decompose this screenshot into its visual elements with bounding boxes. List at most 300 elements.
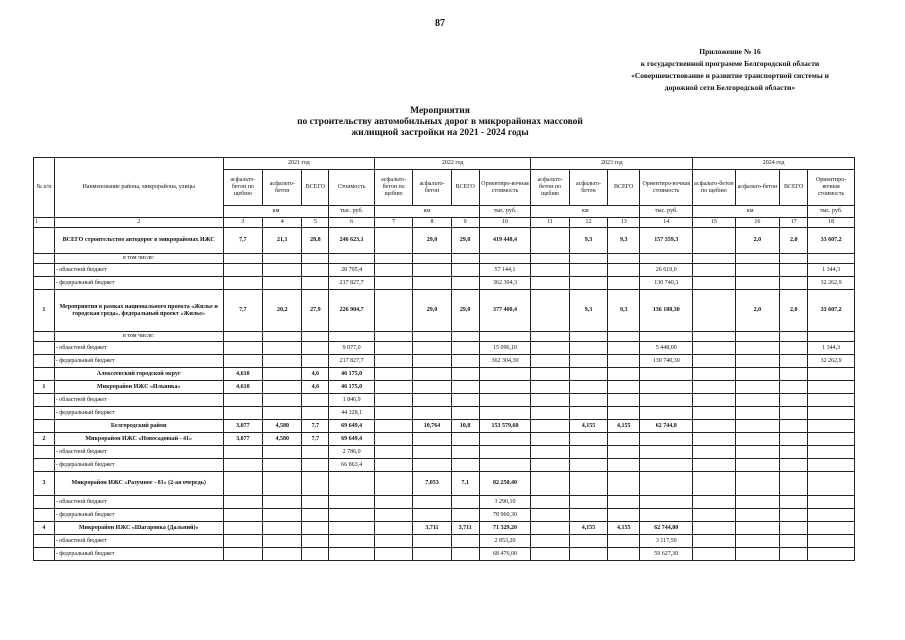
row-name: в том числе: (54, 254, 223, 264)
row-value (413, 407, 451, 420)
row-value (329, 496, 375, 509)
row-value: 377 400,4 (479, 290, 531, 332)
column-number: 1 (34, 218, 55, 228)
row-value (608, 459, 640, 472)
column-number: 14 (640, 218, 693, 228)
column-number: 6 (329, 218, 375, 228)
row-value (808, 368, 855, 381)
row-value (302, 394, 329, 407)
row-value (413, 433, 451, 446)
row-value (780, 368, 808, 381)
row-value (693, 277, 735, 290)
row-value (374, 407, 412, 420)
row-value (780, 459, 808, 472)
row-value: 4,6 (302, 368, 329, 381)
row-value (735, 446, 780, 459)
row-value (374, 264, 412, 277)
row-value: 2,0 (735, 290, 780, 332)
row-value (479, 368, 531, 381)
row-value: 10,8 (451, 420, 479, 433)
row-value: 3 290,10 (479, 496, 531, 509)
row-number (34, 394, 55, 407)
row-value (693, 433, 735, 446)
row-value (374, 548, 412, 561)
row-value (329, 509, 375, 522)
row-value: 9,3 (569, 290, 607, 332)
row-value: 33 607,2 (808, 228, 855, 254)
row-value (531, 548, 569, 561)
table-row (34, 446, 855, 459)
row-value (302, 254, 329, 264)
row-value (413, 509, 451, 522)
row-value: 29,0 (413, 290, 451, 332)
row-number: 4 (34, 522, 55, 535)
row-value (374, 472, 412, 496)
row-value (608, 381, 640, 394)
row-value: 3 117,50 (640, 535, 693, 548)
row-value (531, 381, 569, 394)
appendix-line: к государственной программе Белгородской области (640, 59, 820, 68)
row-value: 2 853,20 (479, 535, 531, 548)
header-unit-rub: тыс. руб. (640, 206, 693, 218)
row-value (451, 342, 479, 355)
header-subcolumn: ВСЕГО (451, 170, 479, 206)
row-value (569, 264, 607, 277)
row-value: 29,0 (413, 228, 451, 254)
row-value (479, 394, 531, 407)
row-value (608, 277, 640, 290)
row-value (413, 355, 451, 368)
row-value (374, 394, 412, 407)
row-name: Мероприятия в рамках национального проекта «Жилье и городская среда», федеральный проект «Жилье» (54, 290, 223, 332)
row-value (569, 496, 607, 509)
row-value (693, 355, 735, 368)
row-value: 4,155 (569, 522, 607, 535)
row-value (693, 472, 735, 496)
row-value (451, 459, 479, 472)
row-value (374, 420, 412, 433)
row-value (302, 407, 329, 420)
row-value (479, 332, 531, 342)
row-value (608, 355, 640, 368)
row-value (808, 535, 855, 548)
row-value (780, 355, 808, 368)
row-value (735, 355, 780, 368)
row-number: 3 (34, 472, 55, 496)
row-value (735, 394, 780, 407)
column-number: 12 (569, 218, 607, 228)
row-value (569, 368, 607, 381)
table-row (34, 228, 855, 254)
row-value (531, 446, 569, 459)
row-value (569, 535, 607, 548)
title-line: по строительству автомобильных дорог в микрорайонах массовой (297, 117, 583, 127)
row-value (693, 332, 735, 342)
table-row (34, 277, 855, 290)
row-value (413, 342, 451, 355)
row-value (608, 254, 640, 264)
row-name: - областной бюджет (54, 446, 223, 459)
header-unit-km: км (374, 206, 479, 218)
row-value (223, 264, 262, 277)
row-number: 1 (34, 381, 55, 394)
document-title (200, 106, 680, 139)
row-value (780, 446, 808, 459)
appendix-note (560, 46, 900, 94)
row-value: 3,077 (223, 420, 262, 433)
table-row (34, 407, 855, 420)
column-number: 5 (302, 218, 329, 228)
row-value (780, 332, 808, 342)
table-row (34, 433, 855, 446)
row-value (808, 509, 855, 522)
row-number (34, 496, 55, 509)
column-number: 3 (223, 218, 262, 228)
row-value (640, 472, 693, 496)
row-value (263, 459, 302, 472)
header-subcolumn: ВСЕГО (608, 170, 640, 206)
row-value (780, 433, 808, 446)
row-value (640, 254, 693, 264)
table-row (34, 332, 855, 342)
row-value: 3,077 (223, 433, 262, 446)
row-number (34, 420, 55, 433)
row-value (735, 342, 780, 355)
row-value (223, 509, 262, 522)
row-value (531, 332, 569, 342)
header-subcolumn: асфальто-бетон по щебню (374, 170, 412, 206)
row-value (608, 264, 640, 277)
row-value: 5 448,00 (640, 342, 693, 355)
row-value (693, 394, 735, 407)
row-value (451, 535, 479, 548)
row-value (451, 254, 479, 264)
row-value (735, 332, 780, 342)
row-value (329, 535, 375, 548)
row-number (34, 446, 55, 459)
row-value (302, 342, 329, 355)
row-value (374, 496, 412, 509)
row-value (569, 459, 607, 472)
row-value (735, 264, 780, 277)
row-value (374, 277, 412, 290)
header-subcolumn: асфальто-бетон (413, 170, 451, 206)
row-value (640, 368, 693, 381)
row-value: 7,7 (302, 420, 329, 433)
row-value: 62 744,80 (640, 522, 693, 535)
row-value (263, 355, 302, 368)
table-row (34, 355, 855, 368)
row-name: Белгородский район (54, 420, 223, 433)
row-value (223, 472, 262, 496)
header-unit-km: км (531, 206, 640, 218)
row-value: 4,6 (302, 381, 329, 394)
table-row (34, 548, 855, 561)
header-year: 2024 год (693, 158, 855, 170)
appendix-line: Приложение № 16 (699, 47, 761, 56)
row-name: - областной бюджет (54, 535, 223, 548)
row-value (302, 535, 329, 548)
row-value (451, 407, 479, 420)
row-value (451, 368, 479, 381)
row-value (374, 509, 412, 522)
header-unit-rub: тыс. руб. (808, 206, 855, 218)
row-value (479, 459, 531, 472)
row-number (34, 342, 55, 355)
row-value (531, 342, 569, 355)
row-value (451, 355, 479, 368)
row-value: 15 096,10 (479, 342, 531, 355)
row-value (608, 548, 640, 561)
row-value (808, 394, 855, 407)
header-num: № п/п (34, 158, 55, 218)
row-value (302, 522, 329, 535)
row-value (263, 509, 302, 522)
row-value (263, 332, 302, 342)
row-value: 4,610 (223, 368, 262, 381)
row-value (223, 522, 262, 535)
row-value (693, 342, 735, 355)
row-value (531, 264, 569, 277)
row-value: 217 827,7 (329, 355, 375, 368)
header-year: 2021 год (223, 158, 374, 170)
row-value (263, 535, 302, 548)
row-value (223, 332, 262, 342)
header-subcolumn: ВСЕГО (780, 170, 808, 206)
row-value (302, 509, 329, 522)
row-value (531, 290, 569, 332)
row-value (640, 407, 693, 420)
row-number (34, 228, 55, 254)
row-value (451, 381, 479, 394)
header-unit-km: км (693, 206, 808, 218)
row-value (223, 459, 262, 472)
row-value: 62 744,8 (640, 420, 693, 433)
row-name: в том числе: (54, 332, 223, 342)
row-value (735, 496, 780, 509)
row-value: 226 904,7 (329, 290, 375, 332)
row-value (608, 535, 640, 548)
row-value (374, 446, 412, 459)
row-value: 9 077,0 (329, 342, 375, 355)
row-value (329, 548, 375, 561)
header-subcolumn: Ориентиро-вочная стоимость (640, 170, 693, 206)
row-value: 2,0 (780, 228, 808, 254)
row-value: 46 175,0 (329, 381, 375, 394)
row-name: - областной бюджет (54, 264, 223, 277)
row-value: 9,3 (608, 290, 640, 332)
row-value (223, 496, 262, 509)
row-value: 4,155 (569, 420, 607, 433)
row-value (531, 535, 569, 548)
row-value: 136 188,30 (640, 290, 693, 332)
row-value (569, 472, 607, 496)
row-value (693, 522, 735, 535)
row-value (735, 433, 780, 446)
row-value (693, 290, 735, 332)
row-value (263, 472, 302, 496)
row-value (569, 355, 607, 368)
row-value (263, 496, 302, 509)
row-value (693, 228, 735, 254)
row-value (413, 535, 451, 548)
table-row (34, 290, 855, 332)
row-value: 32 262,9 (808, 277, 855, 290)
row-value (569, 446, 607, 459)
row-value: 7,053 (413, 472, 451, 496)
header-subcolumn: ВСЕГО (302, 170, 329, 206)
row-value: 28,8 (302, 228, 329, 254)
header-subcolumn: Стоимость (329, 170, 375, 206)
row-value (608, 446, 640, 459)
row-value: 26 619,0 (640, 264, 693, 277)
row-value: 4,580 (263, 420, 302, 433)
row-value (263, 522, 302, 535)
row-value (263, 368, 302, 381)
row-value (329, 522, 375, 535)
row-value (531, 228, 569, 254)
table-row (34, 509, 855, 522)
row-value: 28 795,4 (329, 264, 375, 277)
row-number (34, 264, 55, 277)
row-value (413, 394, 451, 407)
header-subcolumn: асфальто-бетон по щебню (223, 170, 262, 206)
column-number: 18 (808, 218, 855, 228)
row-value (263, 394, 302, 407)
header-subcolumn: асфальто-бетон (569, 170, 607, 206)
row-number (34, 548, 55, 561)
row-name: - федеральный бюджет (54, 548, 223, 561)
row-value (374, 355, 412, 368)
row-value (569, 342, 607, 355)
row-value (735, 381, 780, 394)
table-row (34, 472, 855, 496)
row-value (413, 381, 451, 394)
header-subcolumn: асфальто-бетон по щебню (531, 170, 569, 206)
row-value: 246 623,1 (329, 228, 375, 254)
row-value (569, 394, 607, 407)
row-value (479, 254, 531, 264)
row-value (374, 228, 412, 254)
row-value (302, 277, 329, 290)
row-value (608, 394, 640, 407)
row-value: 71 329,20 (479, 522, 531, 535)
row-value (263, 264, 302, 277)
row-value: 3,711 (451, 522, 479, 535)
column-number: 2 (54, 218, 223, 228)
row-value: 66 863,4 (329, 459, 375, 472)
column-number: 10 (479, 218, 531, 228)
row-value (413, 368, 451, 381)
row-value: 4,155 (608, 420, 640, 433)
row-value (531, 496, 569, 509)
row-name: - областной бюджет (54, 394, 223, 407)
row-value (735, 509, 780, 522)
row-number (34, 355, 55, 368)
row-value (608, 472, 640, 496)
row-value (608, 332, 640, 342)
row-value (780, 535, 808, 548)
row-value: 2 786,0 (329, 446, 375, 459)
appendix-line: «Совершенствование и развитие транспортной системы и (631, 71, 829, 80)
row-value (223, 548, 262, 561)
table-body (34, 228, 855, 561)
row-value (808, 522, 855, 535)
row-value: 57 144,1 (479, 264, 531, 277)
row-value (780, 407, 808, 420)
row-value: 419 448,4 (479, 228, 531, 254)
row-value (693, 264, 735, 277)
row-value (413, 548, 451, 561)
row-value (735, 254, 780, 264)
row-value (693, 509, 735, 522)
row-number (34, 277, 55, 290)
row-value (374, 368, 412, 381)
row-value (693, 446, 735, 459)
row-value (808, 254, 855, 264)
row-number (34, 459, 55, 472)
row-value (374, 332, 412, 342)
row-value (531, 407, 569, 420)
row-value (302, 472, 329, 496)
column-number: 15 (693, 218, 735, 228)
row-value (413, 332, 451, 342)
header-year: 2023 год (531, 158, 693, 170)
row-value: 362 304,3 (479, 277, 531, 290)
row-value: 4,610 (223, 381, 262, 394)
header-row-column-numbers (34, 218, 855, 228)
row-value (223, 254, 262, 264)
row-value: 1 846,9 (329, 394, 375, 407)
table-row (34, 496, 855, 509)
row-value (329, 332, 375, 342)
row-value (451, 446, 479, 459)
row-value: 217 827,7 (329, 277, 375, 290)
row-value (302, 264, 329, 277)
row-value (223, 355, 262, 368)
header-name: Наименование района, микрорайона, улицы (54, 158, 223, 218)
row-value: 7,7 (223, 290, 262, 332)
row-value: 9,3 (608, 228, 640, 254)
row-value (531, 472, 569, 496)
row-value (329, 472, 375, 496)
row-value (640, 332, 693, 342)
row-value (808, 433, 855, 446)
table-row (34, 264, 855, 277)
row-value (693, 459, 735, 472)
row-value (374, 254, 412, 264)
row-value: 7,7 (223, 228, 262, 254)
row-value (413, 264, 451, 277)
row-value: 68 476,00 (479, 548, 531, 561)
row-value (223, 277, 262, 290)
row-value (302, 548, 329, 561)
row-value (808, 548, 855, 561)
row-value (531, 509, 569, 522)
row-value (780, 277, 808, 290)
appendix-line: дорожной сети Белгородской области» (664, 83, 796, 92)
row-value (531, 277, 569, 290)
row-value: 9,3 (569, 228, 607, 254)
row-name: Микрорайон ИЖС «Шагаровка (Дальний)» (54, 522, 223, 535)
row-number (34, 509, 55, 522)
row-value (451, 394, 479, 407)
row-value: 32 262,9 (808, 355, 855, 368)
row-value: 10,764 (413, 420, 451, 433)
row-value (693, 381, 735, 394)
header-subcolumn: Ориентиро-вочная стоимость (808, 170, 855, 206)
row-value (780, 522, 808, 535)
